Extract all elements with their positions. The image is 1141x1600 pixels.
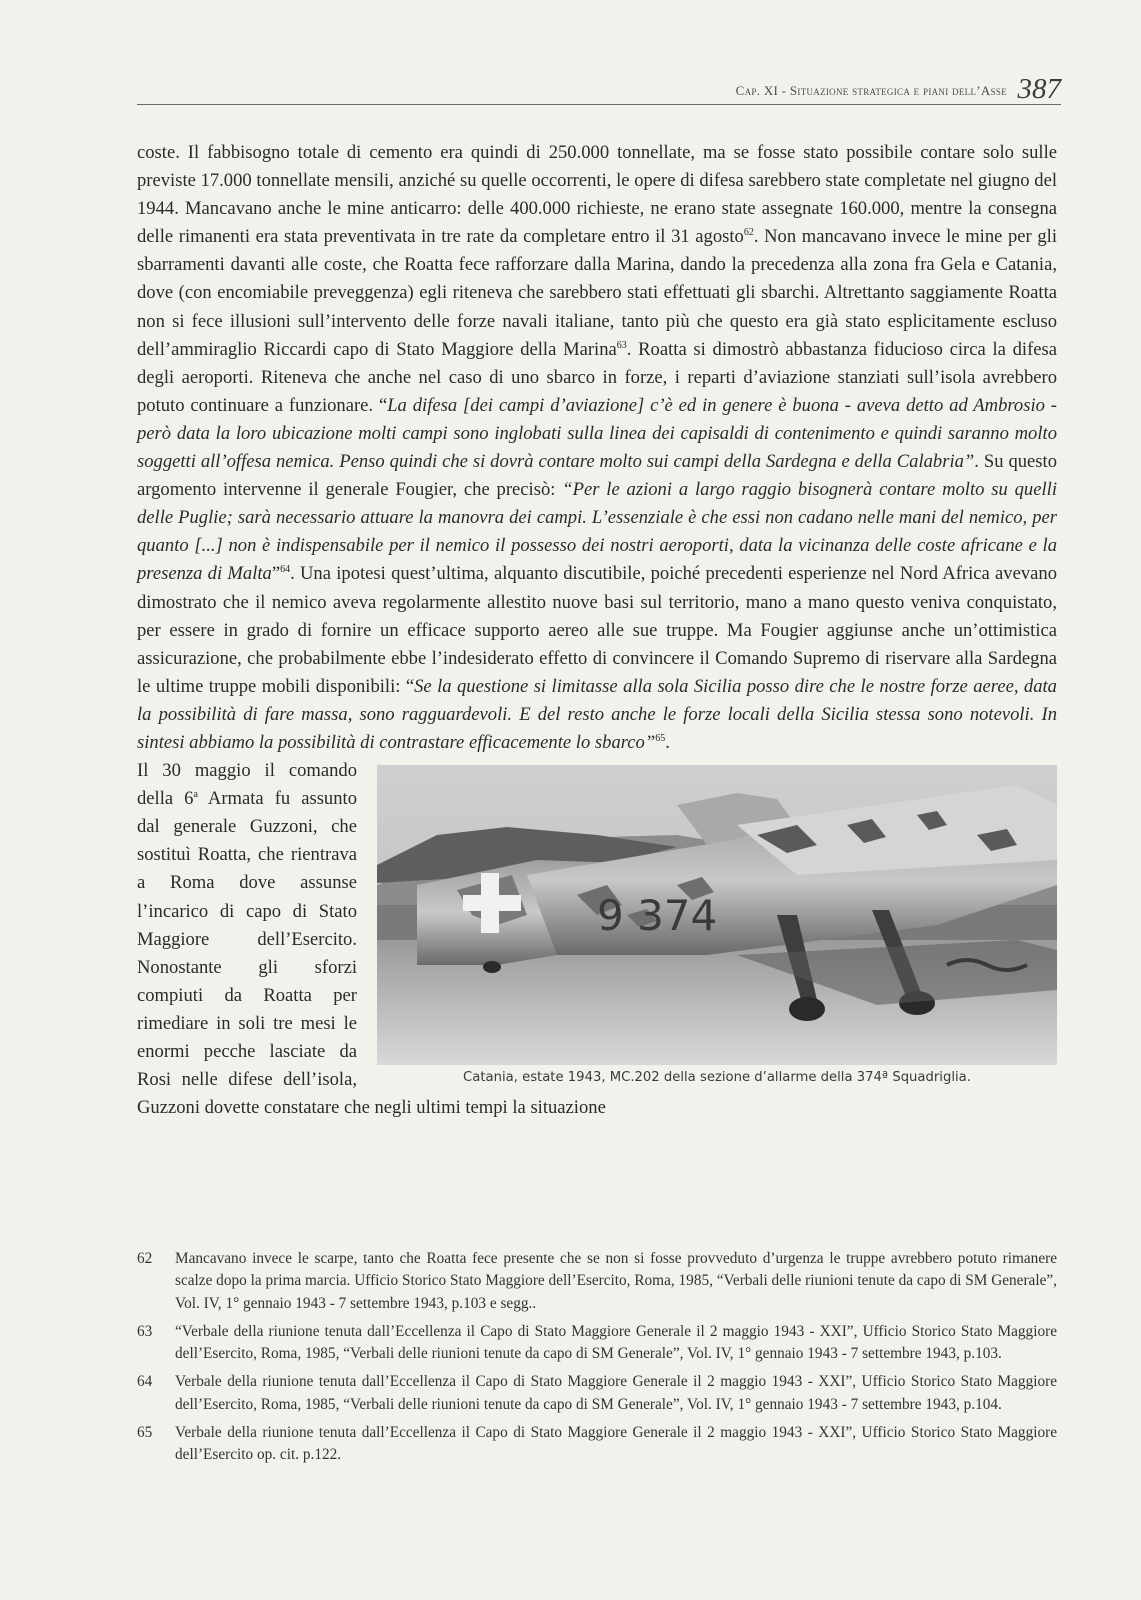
text-run: . Roatta si dimostrò abbastanza fiducioso circa la difesa degli aeroporti. Riteneva che anche nel caso di uno sbarco in forze, i reparti d’aviazione stanziati sull’isola avrebbero potuto continuare a funzionare. “ [137,338,1057,416]
text-run: . Non mancavano invece le mine per gli sbarramenti davanti alle coste, che Roatta fece rafforzare dalla Marina, dando la precedenza alla zona fra Gela e Catania, dove (con encomiabile preveggenza) egli riteneva che sarebbero stati effettuati gli sbarchi. Altrettanto saggiamente Roatta non si fece illusioni sull’intervento delle forze navali italiane, tanto più che questo era già stato esplicitamente escluso dell’ammiraglio Riccardi capo di Stato Maggiore della Marina [137,226,1057,360]
quoted-text: La difesa [dei campi d’aviazione] c’è ed in genere è buona - aveva detto ad Ambrosio - però data la loro ubicazione molti campi sono inglobati sulla linea dei capisaldi di contenimento e quindi saranno molto soggetti all’offesa nemica. Penso quindi che si dovrà contare molto sui campi della Sardegna e della Calabria” [137,394,1057,473]
footnote-number: 63 [137,1322,153,1340]
quoted-text: “Per le azioni a largo raggio bisognerà contare molto su quelli delle Puglie; sarà necessario attuare la manovra dei campi. L’essenziale è che essi non cadano nelle mani del nemico, per quanto [...] non è indispensabile per il nemico il possesso dei nostri aeroporti, data la vicinanza delle coste africane e la presenza di Malta [137,479,1057,585]
paragraph-1 [137,139,1057,757]
footnote-number: 64 [137,1373,153,1391]
text-run: . [665,731,670,753]
photo-caption: Catania, estate 1943, MC.202 della sezione d’allarme della 374ª Squadriglia. [463,1070,971,1086]
footnote-text: “Verbale della riunione tenuta dall’Eccellenza il Capo di Stato Maggiore Generale il 2 maggio 1943 - XXI”, Ufficio Storico Stato Maggiore dell’Esercito, Roma, 1985, “Verbali delle riunioni tenute da capo di SM Generale”, Vol. IV, 1° gennaio 1943 - 7 settembre 1943, p.103. [175,1322,1057,1363]
paragraph-2-superscript: a [193,788,198,800]
footnotes [137,1248,1057,1473]
page-number: 387 [1017,73,1061,105]
text-run: coste. Il fabbisogno totale di cemento era quindi di 250.000 tonnellate, ma se fosse stato possibile contare solo sulle previste 17.000 tonnellate mensili, anziché su quelle occorrenti, le opere di difesa sarebbero state completate nel giugno del 1944. Mancavano anche le mine anticarro: delle 400.000 richieste, ne erano state assegnate 160.000, mentre la consegna delle rimanenti era stata preventivata in tre rate da completare entro il 31 agosto [137,142,1057,248]
footnote-text: Verbale della riunione tenuta dall’Eccellenza il Capo di Stato Maggiore Generale il 2 maggio 1943 - XXI”, Ufficio Storico Stato Maggiore dell’Esercito op. cit. p.122. [175,1424,1057,1464]
text-run: ” [271,563,281,585]
body-text [137,139,1057,1122]
footnote-ref: 64 [280,564,291,576]
text-run: . Su questo argomento intervenne il generale Fougier, che precisò: [137,451,1057,501]
footnote-ref: 62 [743,227,754,239]
paragraph-2-lead: Il 30 maggio il comando della 6 [137,760,357,810]
footnote-ref: 65 [655,732,666,744]
footnote [137,1371,1057,1416]
footnote-ref: 63 [616,339,627,351]
page-header [137,70,1061,105]
footnote [137,1248,1057,1315]
footnote-text: Verbale della riunione tenuta dall’Eccellenza il Capo di Stato Maggiore Generale il 2 maggio 1943 - XXI”, Ufficio Storico Stato Maggiore dell’Esercito, Roma, 1985, “Verbali delle riunioni tenute da capo di SM Generale”, Vol. IV, 1° gennaio 1943 - 7 settembre 1943, p.104. [175,1373,1057,1413]
text-run: . Una ipotesi quest’ultima, alquanto discutibile, poiché precedenti esperienze nel Nord Africa avevano dimostrato che il nemico aveva regolarmente allestito nuove basi sul territorio, mano a mano questo veniva conquistato, per essere in grado di fornire un efficace supporto aereo alle sue truppe. Ma Fougier aggiunse anche un’ottimistica assicurazione, che probabilmente ebbe l’indesiderato effetto di convincere il Comando Supremo di riservare alla Sardegna le ultime truppe mobili disponibili: “ [137,563,1057,697]
aircraft-markings: 9 374 [597,891,718,941]
footnote-number: 62 [137,1250,153,1267]
footnote-number: 65 [137,1424,153,1442]
quoted-text: Se la questione si limitasse alla sola Sicilia posso dire che le nostre forze aeree, data la possibilità di fare massa, sono ragguardevoli. E del resto anche le forze locali della Sicilia stessa sono notevoli. In sintesi abbiamo la possibilità di contrastare efficacemente lo sbarco” [137,675,1057,753]
photo-figure [377,765,1057,1087]
running-head: Cap. XI - Situazione strategica e piani dell’Asse [735,83,1007,98]
paragraph-2-text: Armata fu assunto dal generale Guzzoni, che sostituì Roatta, che rientrava a Roma dove assunse l’incarico di capo di Stato Maggiore dell’Esercito. Nonostante gli sforzi compiuti da Roatta per rimediare in soli tre mesi le enormi pecche lasciate da Rosi nelle difese dell’isola, Guzzoni dovette constatare che negli ultimi tempi la situazione [137,788,606,1119]
aircraft-photo [377,765,1057,1065]
footnote-text: Mancavano invece le scarpe, tanto che Roatta fece presente che se non si fosse provveduto d’urgenza le truppe avrebbero potuto rimanere scalze dopo la prima marcia. Ufficio Storico Stato Maggiore dell’Esercito, Roma, 1985, “Verbali delle riunioni tenute da capo di SM Generale”, Vol. IV, 1° gennaio 1943 - 7 settembre 1943, p.103 e segg.. [175,1250,1057,1312]
footnote [137,1321,1057,1366]
footnote [137,1422,1057,1467]
